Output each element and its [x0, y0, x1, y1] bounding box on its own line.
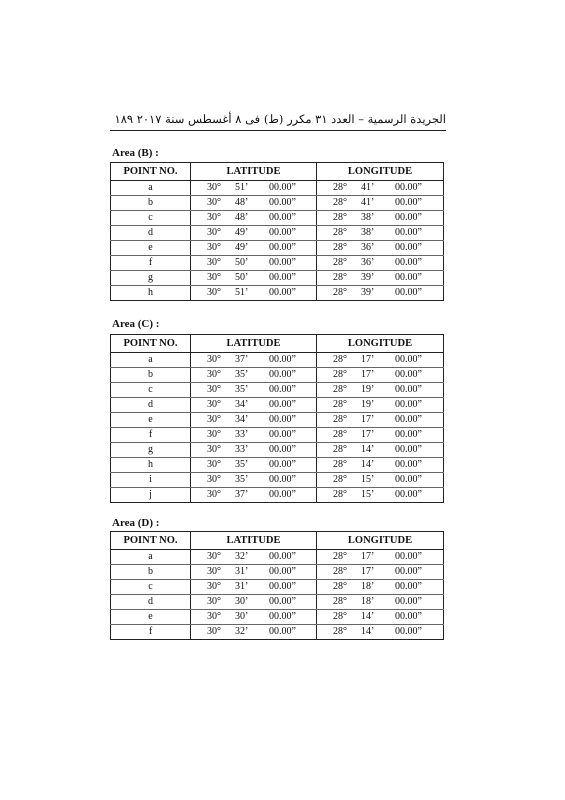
point-id-cell: b: [111, 196, 191, 211]
longitude-cell: [317, 565, 444, 580]
longitude-seconds: 00.00”: [395, 581, 422, 592]
longitude-degrees: 28°: [333, 287, 347, 298]
latitude-minutes: 32’: [235, 626, 249, 637]
longitude-seconds: 00.00”: [395, 369, 422, 380]
latitude-degrees: 30°: [207, 429, 221, 440]
area-d-label: Area (D) :: [112, 517, 160, 529]
latitude-cell: [191, 610, 317, 625]
table-header-row: [111, 335, 444, 353]
longitude-minutes: 39’: [361, 272, 375, 283]
longitude-cell: [317, 488, 444, 503]
point-header: POINT NO.: [111, 335, 191, 353]
longitude-degrees: 28°: [333, 242, 347, 253]
longitude-header: LONGITUDE: [317, 532, 444, 550]
point-id-cell: i: [111, 473, 191, 488]
table-row: [111, 595, 444, 610]
header-text: الجريدة الرسمية – العدد ٣١ مكرر (ط) فى ٨ أغسطس سنة ٢٠١٧ ١٨٩: [114, 112, 446, 126]
longitude-seconds: 00.00”: [395, 459, 422, 470]
point-id-cell: a: [111, 353, 191, 368]
longitude-minutes: 14’: [361, 626, 375, 637]
longitude-header: LONGITUDE: [317, 335, 444, 353]
latitude-cell: [191, 256, 317, 271]
point-id-cell: c: [111, 580, 191, 595]
longitude-minutes: 17’: [361, 354, 375, 365]
latitude-cell: [191, 595, 317, 610]
latitude-cell: [191, 353, 317, 368]
latitude-seconds: 00.00”: [269, 272, 296, 283]
latitude-header: LATITUDE: [191, 163, 317, 181]
longitude-minutes: 38’: [361, 227, 375, 238]
latitude-degrees: 30°: [207, 384, 221, 395]
longitude-degrees: 28°: [333, 596, 347, 607]
latitude-minutes: 51’: [235, 287, 249, 298]
latitude-seconds: 00.00”: [269, 242, 296, 253]
latitude-minutes: 33’: [235, 429, 249, 440]
longitude-minutes: 17’: [361, 414, 375, 425]
latitude-degrees: 30°: [207, 287, 221, 298]
longitude-degrees: 28°: [333, 489, 347, 500]
latitude-minutes: 35’: [235, 369, 249, 380]
longitude-degrees: 28°: [333, 272, 347, 283]
longitude-minutes: 41’: [361, 197, 375, 208]
area-d-table: [110, 531, 444, 640]
latitude-seconds: 00.00”: [269, 384, 296, 395]
longitude-degrees: 28°: [333, 581, 347, 592]
longitude-degrees: 28°: [333, 369, 347, 380]
latitude-header: LATITUDE: [191, 532, 317, 550]
latitude-degrees: 30°: [207, 354, 221, 365]
point-id-cell: b: [111, 565, 191, 580]
latitude-cell: [191, 443, 317, 458]
longitude-degrees: 28°: [333, 611, 347, 622]
longitude-seconds: 00.00”: [395, 444, 422, 455]
latitude-degrees: 30°: [207, 414, 221, 425]
latitude-cell: [191, 565, 317, 580]
table-row: [111, 458, 444, 473]
table-row: [111, 398, 444, 413]
latitude-seconds: 00.00”: [269, 414, 296, 425]
longitude-minutes: 36’: [361, 257, 375, 268]
longitude-cell: [317, 181, 444, 196]
page-header: [110, 108, 446, 131]
latitude-minutes: 30’: [235, 611, 249, 622]
table-row: [111, 428, 444, 443]
table-row: [111, 196, 444, 211]
longitude-degrees: 28°: [333, 566, 347, 577]
point-id-cell: f: [111, 256, 191, 271]
latitude-seconds: 00.00”: [269, 489, 296, 500]
latitude-seconds: 00.00”: [269, 596, 296, 607]
latitude-seconds: 00.00”: [269, 611, 296, 622]
longitude-degrees: 28°: [333, 182, 347, 193]
latitude-seconds: 00.00”: [269, 197, 296, 208]
longitude-degrees: 28°: [333, 414, 347, 425]
longitude-cell: [317, 580, 444, 595]
latitude-degrees: 30°: [207, 444, 221, 455]
point-id-cell: g: [111, 271, 191, 286]
latitude-seconds: 00.00”: [269, 354, 296, 365]
latitude-minutes: 48’: [235, 212, 249, 223]
longitude-minutes: 14’: [361, 444, 375, 455]
table-row: [111, 565, 444, 580]
longitude-cell: [317, 353, 444, 368]
longitude-degrees: 28°: [333, 197, 347, 208]
longitude-minutes: 19’: [361, 384, 375, 395]
latitude-minutes: 50’: [235, 257, 249, 268]
longitude-minutes: 15’: [361, 489, 375, 500]
latitude-seconds: 00.00”: [269, 212, 296, 223]
longitude-minutes: 41’: [361, 182, 375, 193]
latitude-cell: [191, 226, 317, 241]
area-c-label: Area (C) :: [112, 318, 160, 330]
longitude-minutes: 17’: [361, 369, 375, 380]
latitude-minutes: 49’: [235, 242, 249, 253]
latitude-seconds: 00.00”: [269, 444, 296, 455]
latitude-cell: [191, 428, 317, 443]
latitude-degrees: 30°: [207, 197, 221, 208]
longitude-seconds: 00.00”: [395, 429, 422, 440]
longitude-seconds: 00.00”: [395, 414, 422, 425]
table-row: [111, 443, 444, 458]
longitude-cell: [317, 398, 444, 413]
latitude-cell: [191, 211, 317, 226]
latitude-degrees: 30°: [207, 399, 221, 410]
latitude-degrees: 30°: [207, 212, 221, 223]
point-id-cell: j: [111, 488, 191, 503]
table-header-row: [111, 532, 444, 550]
point-id-cell: b: [111, 368, 191, 383]
latitude-seconds: 00.00”: [269, 227, 296, 238]
longitude-seconds: 00.00”: [395, 197, 422, 208]
longitude-minutes: 17’: [361, 551, 375, 562]
longitude-seconds: 00.00”: [395, 399, 422, 410]
longitude-seconds: 00.00”: [395, 182, 422, 193]
longitude-seconds: 00.00”: [395, 257, 422, 268]
latitude-cell: [191, 241, 317, 256]
latitude-seconds: 00.00”: [269, 474, 296, 485]
longitude-cell: [317, 368, 444, 383]
table-row: [111, 181, 444, 196]
latitude-minutes: 30’: [235, 596, 249, 607]
longitude-seconds: 00.00”: [395, 272, 422, 283]
point-id-cell: h: [111, 286, 191, 301]
point-id-cell: e: [111, 241, 191, 256]
latitude-degrees: 30°: [207, 551, 221, 562]
table-row: [111, 353, 444, 368]
latitude-minutes: 31’: [235, 581, 249, 592]
table-row: [111, 271, 444, 286]
latitude-degrees: 30°: [207, 369, 221, 380]
latitude-seconds: 00.00”: [269, 581, 296, 592]
table-row: [111, 383, 444, 398]
longitude-degrees: 28°: [333, 399, 347, 410]
table-row: [111, 211, 444, 226]
latitude-cell: [191, 383, 317, 398]
latitude-seconds: 00.00”: [269, 429, 296, 440]
area-c-table: [110, 334, 444, 503]
latitude-cell: [191, 625, 317, 640]
longitude-minutes: 18’: [361, 581, 375, 592]
latitude-cell: [191, 286, 317, 301]
longitude-seconds: 00.00”: [395, 596, 422, 607]
latitude-seconds: 00.00”: [269, 399, 296, 410]
longitude-minutes: 17’: [361, 429, 375, 440]
point-id-cell: f: [111, 428, 191, 443]
latitude-degrees: 30°: [207, 459, 221, 470]
latitude-seconds: 00.00”: [269, 551, 296, 562]
longitude-header: LONGITUDE: [317, 163, 444, 181]
point-id-cell: d: [111, 595, 191, 610]
latitude-minutes: 35’: [235, 474, 249, 485]
point-id-cell: f: [111, 625, 191, 640]
table-row: [111, 488, 444, 503]
latitude-degrees: 30°: [207, 474, 221, 485]
latitude-degrees: 30°: [207, 242, 221, 253]
latitude-cell: [191, 196, 317, 211]
table-row: [111, 368, 444, 383]
longitude-seconds: 00.00”: [395, 242, 422, 253]
table-row: [111, 286, 444, 301]
point-header: POINT NO.: [111, 163, 191, 181]
latitude-minutes: 37’: [235, 354, 249, 365]
latitude-minutes: 33’: [235, 444, 249, 455]
latitude-minutes: 50’: [235, 272, 249, 283]
longitude-minutes: 39’: [361, 287, 375, 298]
point-id-cell: d: [111, 226, 191, 241]
latitude-cell: [191, 271, 317, 286]
latitude-minutes: 49’: [235, 227, 249, 238]
longitude-cell: [317, 595, 444, 610]
point-id-cell: g: [111, 443, 191, 458]
latitude-seconds: 00.00”: [269, 566, 296, 577]
longitude-seconds: 00.00”: [395, 227, 422, 238]
longitude-degrees: 28°: [333, 551, 347, 562]
longitude-seconds: 00.00”: [395, 626, 422, 637]
table-row: [111, 256, 444, 271]
longitude-degrees: 28°: [333, 227, 347, 238]
latitude-degrees: 30°: [207, 626, 221, 637]
latitude-cell: [191, 550, 317, 565]
table-row: [111, 226, 444, 241]
latitude-header: LATITUDE: [191, 335, 317, 353]
longitude-cell: [317, 473, 444, 488]
longitude-degrees: 28°: [333, 459, 347, 470]
longitude-cell: [317, 625, 444, 640]
longitude-degrees: 28°: [333, 354, 347, 365]
longitude-cell: [317, 550, 444, 565]
longitude-seconds: 00.00”: [395, 566, 422, 577]
latitude-cell: [191, 398, 317, 413]
longitude-cell: [317, 271, 444, 286]
longitude-seconds: 00.00”: [395, 474, 422, 485]
longitude-degrees: 28°: [333, 212, 347, 223]
longitude-seconds: 00.00”: [395, 354, 422, 365]
longitude-cell: [317, 256, 444, 271]
latitude-minutes: 51’: [235, 182, 249, 193]
point-id-cell: h: [111, 458, 191, 473]
table-row: [111, 550, 444, 565]
longitude-cell: [317, 226, 444, 241]
longitude-seconds: 00.00”: [395, 212, 422, 223]
latitude-degrees: 30°: [207, 489, 221, 500]
longitude-cell: [317, 196, 444, 211]
latitude-cell: [191, 488, 317, 503]
latitude-degrees: 30°: [207, 182, 221, 193]
longitude-cell: [317, 241, 444, 256]
point-id-cell: a: [111, 181, 191, 196]
longitude-degrees: 28°: [333, 444, 347, 455]
area-b-label: Area (B) :: [112, 147, 159, 159]
table-row: [111, 625, 444, 640]
point-id-cell: c: [111, 383, 191, 398]
longitude-cell: [317, 383, 444, 398]
latitude-cell: [191, 473, 317, 488]
longitude-degrees: 28°: [333, 626, 347, 637]
area-b-table: [110, 162, 444, 301]
longitude-cell: [317, 286, 444, 301]
latitude-degrees: 30°: [207, 581, 221, 592]
point-header: POINT NO.: [111, 532, 191, 550]
latitude-minutes: 32’: [235, 551, 249, 562]
longitude-minutes: 14’: [361, 611, 375, 622]
longitude-minutes: 36’: [361, 242, 375, 253]
longitude-degrees: 28°: [333, 429, 347, 440]
latitude-seconds: 00.00”: [269, 287, 296, 298]
latitude-seconds: 00.00”: [269, 626, 296, 637]
point-id-cell: c: [111, 211, 191, 226]
point-id-cell: e: [111, 610, 191, 625]
table-row: [111, 610, 444, 625]
longitude-seconds: 00.00”: [395, 551, 422, 562]
longitude-degrees: 28°: [333, 257, 347, 268]
table-row: [111, 241, 444, 256]
longitude-minutes: 19’: [361, 399, 375, 410]
latitude-seconds: 00.00”: [269, 257, 296, 268]
latitude-degrees: 30°: [207, 611, 221, 622]
longitude-seconds: 00.00”: [395, 287, 422, 298]
longitude-minutes: 38’: [361, 212, 375, 223]
longitude-degrees: 28°: [333, 384, 347, 395]
point-id-cell: a: [111, 550, 191, 565]
longitude-seconds: 00.00”: [395, 489, 422, 500]
latitude-seconds: 00.00”: [269, 182, 296, 193]
latitude-minutes: 37’: [235, 489, 249, 500]
latitude-degrees: 30°: [207, 257, 221, 268]
latitude-minutes: 31’: [235, 566, 249, 577]
longitude-cell: [317, 211, 444, 226]
latitude-cell: [191, 580, 317, 595]
longitude-cell: [317, 413, 444, 428]
table-row: [111, 473, 444, 488]
longitude-seconds: 00.00”: [395, 384, 422, 395]
point-id-cell: e: [111, 413, 191, 428]
latitude-degrees: 30°: [207, 227, 221, 238]
latitude-degrees: 30°: [207, 596, 221, 607]
longitude-minutes: 18’: [361, 596, 375, 607]
latitude-seconds: 00.00”: [269, 369, 296, 380]
table-header-row: [111, 163, 444, 181]
longitude-minutes: 17’: [361, 566, 375, 577]
longitude-cell: [317, 443, 444, 458]
latitude-cell: [191, 413, 317, 428]
point-id-cell: d: [111, 398, 191, 413]
latitude-seconds: 00.00”: [269, 459, 296, 470]
latitude-cell: [191, 181, 317, 196]
latitude-cell: [191, 368, 317, 383]
longitude-cell: [317, 458, 444, 473]
latitude-minutes: 34’: [235, 414, 249, 425]
latitude-minutes: 34’: [235, 399, 249, 410]
longitude-seconds: 00.00”: [395, 611, 422, 622]
table-row: [111, 413, 444, 428]
latitude-cell: [191, 458, 317, 473]
latitude-minutes: 35’: [235, 384, 249, 395]
longitude-cell: [317, 428, 444, 443]
latitude-minutes: 48’: [235, 197, 249, 208]
latitude-minutes: 35’: [235, 459, 249, 470]
latitude-degrees: 30°: [207, 566, 221, 577]
longitude-cell: [317, 610, 444, 625]
table-row: [111, 580, 444, 595]
longitude-minutes: 14’: [361, 459, 375, 470]
latitude-degrees: 30°: [207, 272, 221, 283]
longitude-minutes: 15’: [361, 474, 375, 485]
longitude-degrees: 28°: [333, 474, 347, 485]
